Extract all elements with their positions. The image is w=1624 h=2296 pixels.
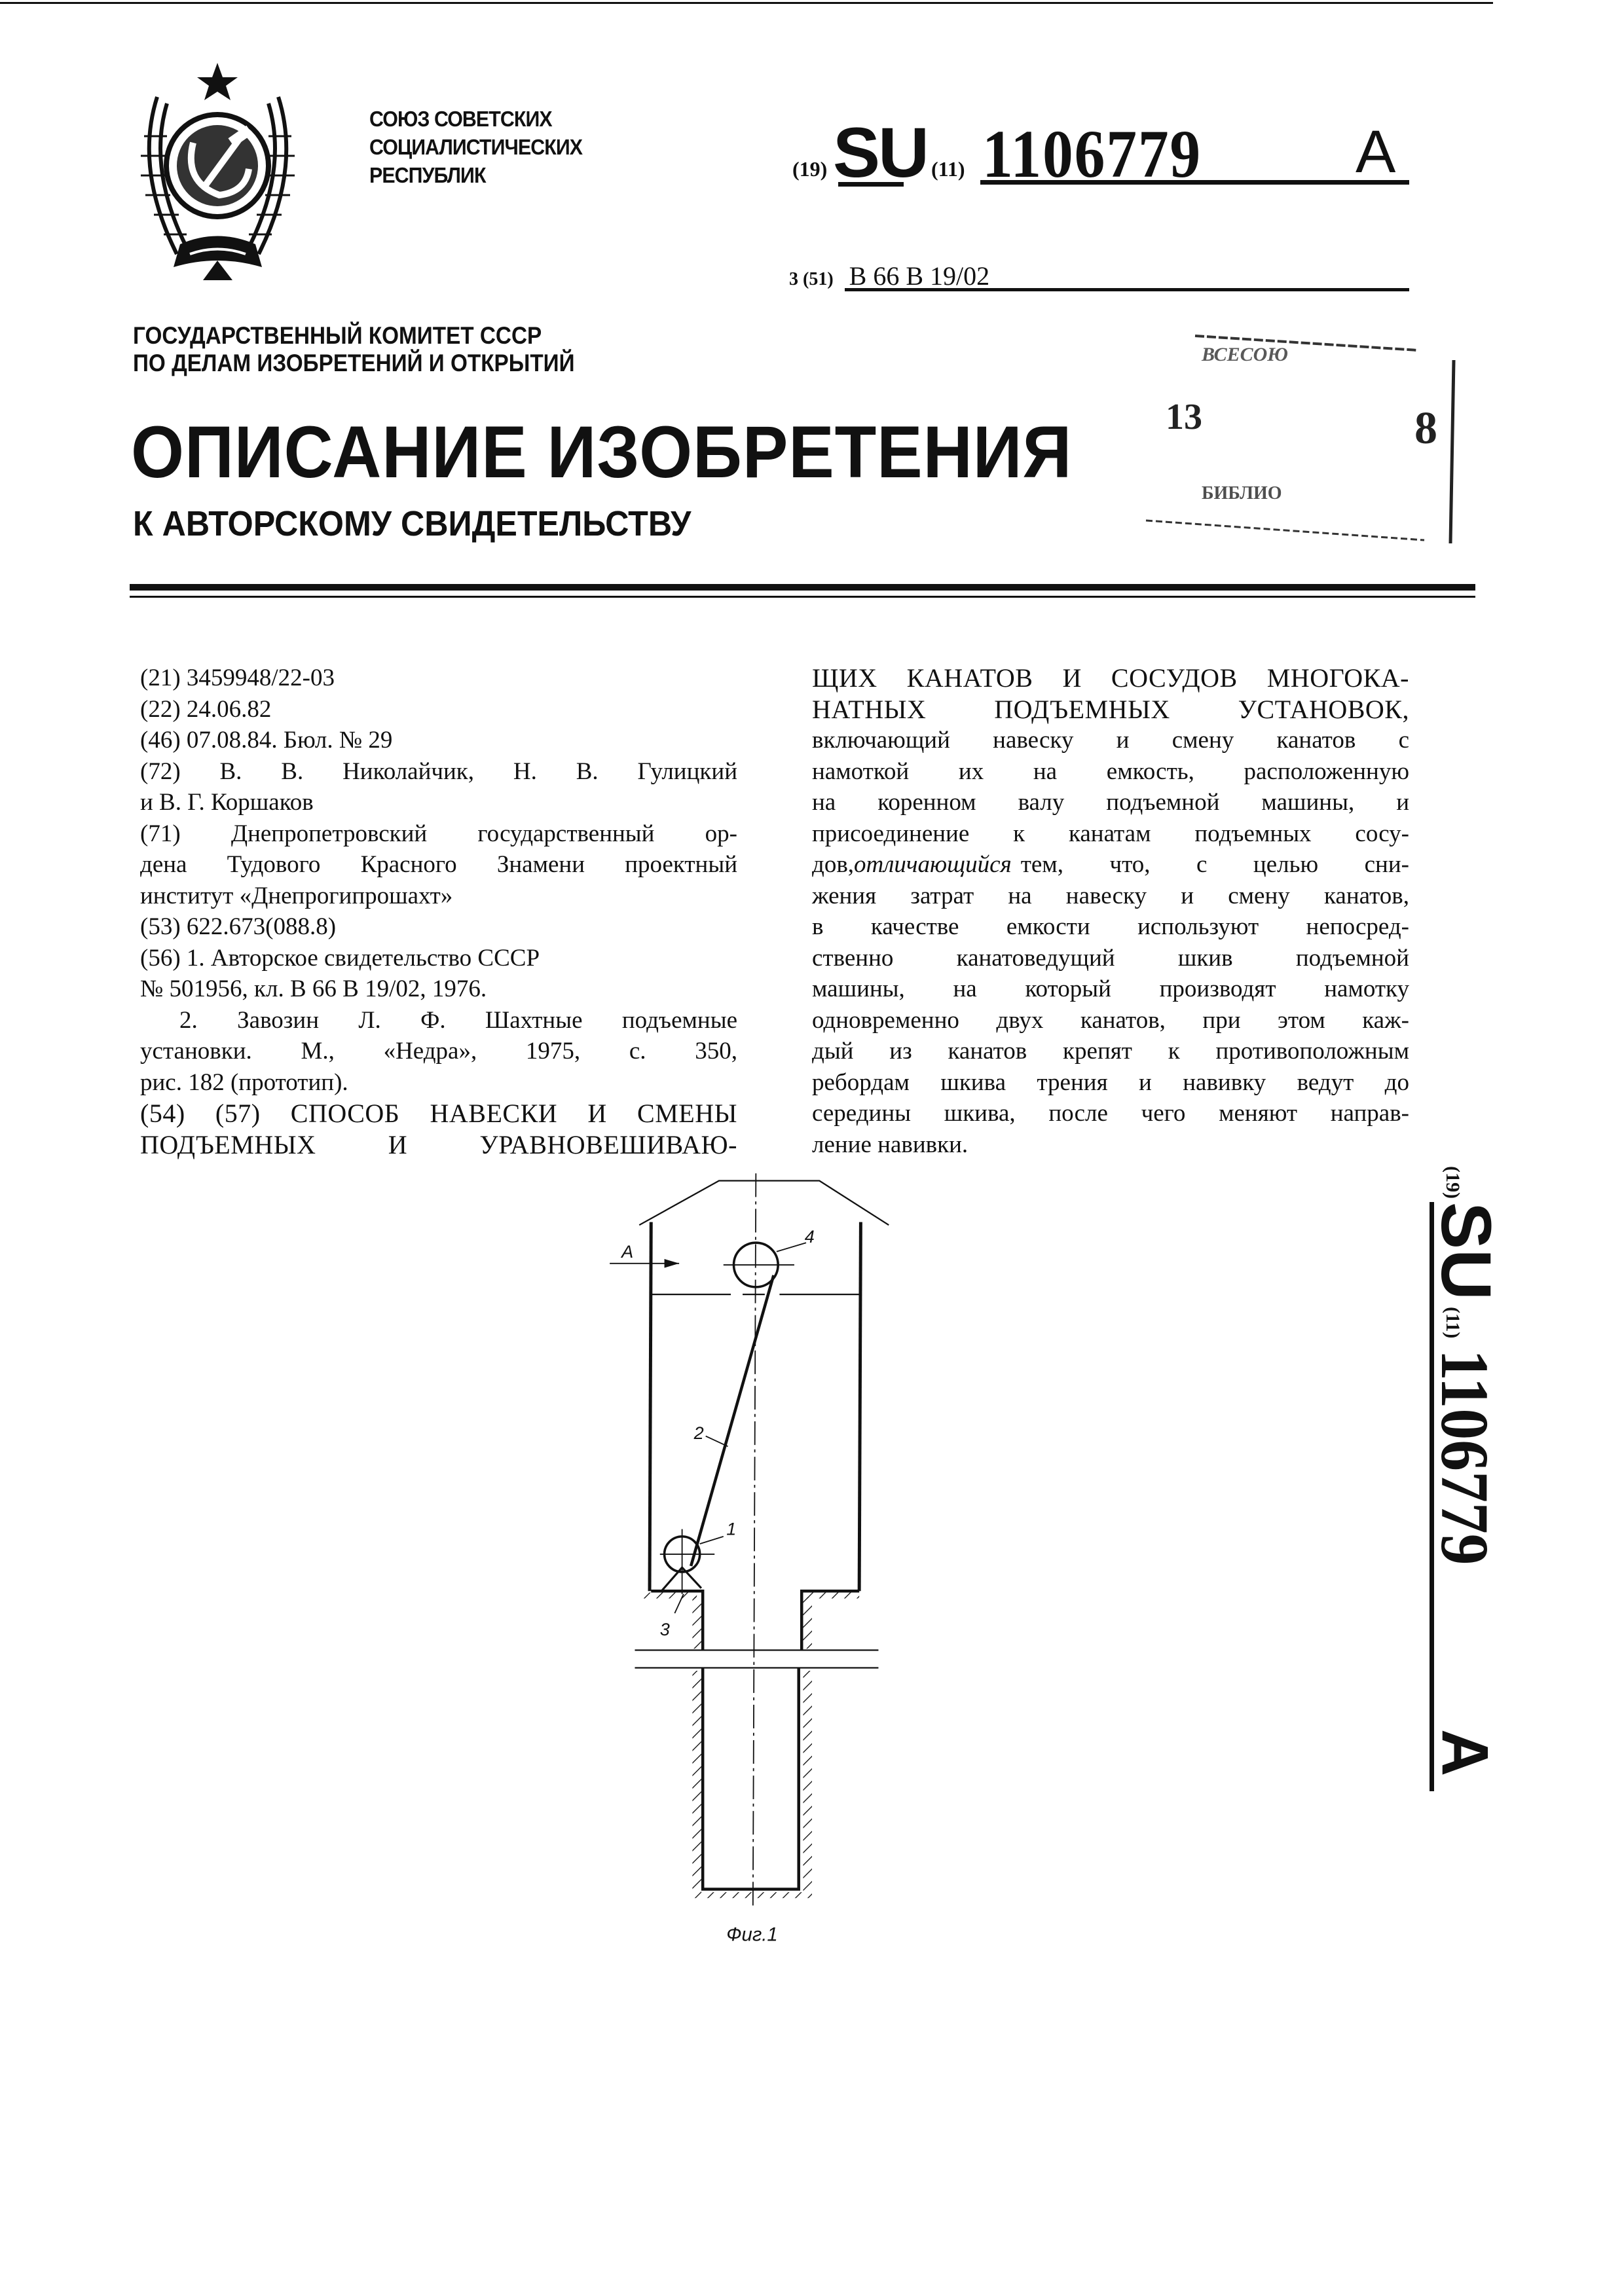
label-2: 2 <box>693 1423 704 1443</box>
side-underline <box>1430 1202 1434 1791</box>
claim-title-cont: НАТНЫХ ПОДЪЕМНЫХ УСТАНОВОК, <box>812 694 1409 725</box>
label-1: 1 <box>726 1520 736 1539</box>
country-line-2: СОЦИАЛИСТИЧЕСКИХ <box>369 133 582 161</box>
claim-line: намоткой их на емкость, расположенную <box>812 756 1409 788</box>
claim-line: на коренном валу подъемной машины, и <box>812 787 1409 818</box>
field-56-ref2-cont: рис. 182 (прототип). <box>140 1067 737 1099</box>
stamp-number-left: 13 <box>1166 396 1202 438</box>
field-71-cont: институт «Днепрогипрошахт» <box>140 881 737 912</box>
field-72: (72) В. В. Николайчик, Н. В. Гулицкий <box>140 756 737 788</box>
figure-1-drawing <box>0 0 1624 2296</box>
committee-line-1: ГОСУДАРСТВЕННЫЙ КОМИТЕТ СССР <box>133 322 575 350</box>
view-arrow-head <box>665 1259 680 1268</box>
field-21: (21) 3459948/22-03 <box>140 663 737 694</box>
claim-line: ственно канатоведущий шкив подъемной <box>812 943 1409 974</box>
stamp-text-2: БИБЛИО <box>1202 483 1282 504</box>
label-4: 4 <box>805 1227 815 1247</box>
leader-1 <box>700 1537 724 1544</box>
kind-code: A <box>1356 118 1395 187</box>
field-54-57-title-cont: ПОДЪЕМНЫХ И УРАВНОВЕШИВАЮ- <box>140 1129 737 1161</box>
side-code-19: (19) <box>1441 1166 1464 1199</box>
field-46: (46) 07.08.84. Бюл. № 29 <box>140 725 737 756</box>
code-11: (11) <box>931 157 965 181</box>
code-19: (19) <box>792 157 827 181</box>
claim-line: жения затрат на навеску и смену канатов, <box>812 881 1409 912</box>
claim-line: середины шкива, после чего меняют направ- <box>812 1098 1409 1129</box>
claim-line: включающий навеску и смену канатов с <box>812 725 1409 756</box>
stamp-number-right: 8 <box>1414 403 1437 455</box>
patent-number: 1106779 <box>982 115 1202 193</box>
figure-caption: Фиг.1 <box>726 1924 777 1946</box>
side-publication-number <box>1431 1166 1500 1795</box>
side-kind-code: A <box>1427 1729 1502 1776</box>
leader-2 <box>706 1436 728 1447</box>
country-line-1: СОЮЗ СОВЕТСКИХ <box>369 105 582 133</box>
field-72-cont: и В. Г. Коршаков <box>140 787 737 818</box>
field-56-ref2-cont: установки. М., «Недра», 1975, с. 350, <box>140 1036 737 1067</box>
claim-line: ребордам шкива трения и навивку ведут до <box>812 1067 1409 1099</box>
committee-line-2: ПО ДЕЛАМ ИЗОБРЕТЕНИЙ И ОТКРЫТИЙ <box>133 350 575 377</box>
claim-characterizing-word: отличающийся <box>854 849 1012 881</box>
leader-4 <box>777 1243 806 1252</box>
document-title: ОПИСАНИЕ ИЗОБРЕТЕНИЯ <box>131 416 1072 489</box>
center-axis <box>753 1173 756 1906</box>
field-56-cont: № 501956, кл. В 66 В 19/02, 1976. <box>140 974 737 1005</box>
field-22: (22) 24.06.82 <box>140 694 737 725</box>
claim-line: ление навивки. <box>812 1129 1409 1161</box>
break-line <box>635 1650 878 1667</box>
claim-line: дый из канатов крепят к противоположным <box>812 1036 1409 1067</box>
field-71: (71) Днепропетровский государственный ор- <box>140 818 737 850</box>
view-label-a: A <box>620 1242 633 1262</box>
claim-line: одновременно двух канатов, при этом каж- <box>812 1005 1409 1036</box>
field-56: (56) 1. Авторское свидетельство СССР <box>140 943 737 974</box>
ipc-class: B 66 B 19/02 <box>849 261 989 291</box>
label-3: 3 <box>660 1620 670 1639</box>
building-left-wall <box>650 1222 651 1592</box>
building-right-wall <box>859 1222 860 1592</box>
side-code-11: (11) <box>1441 1307 1464 1338</box>
side-patent-number: 1106779 <box>1426 1349 1504 1565</box>
building-roof <box>639 1181 889 1226</box>
country-line-3: РЕСПУБЛИК <box>369 161 582 189</box>
claim-line: машины, на который производят намотку <box>812 974 1409 1005</box>
field-56-ref2: 2. Завозин Л. Ф. Шахтные подъемные <box>140 1005 737 1036</box>
claim-word: дов, <box>812 849 854 881</box>
stamp-text-1: ВСЕСОЮ <box>1202 344 1288 366</box>
claim-word: тем, что, с целью сни- <box>1021 849 1409 881</box>
field-53: (53) 622.673(088.8) <box>140 911 737 943</box>
claim-line: присоединение к канатам подъемных сосу- <box>812 818 1409 850</box>
side-country-code: SU <box>1426 1202 1507 1300</box>
shaft <box>703 1668 799 1889</box>
claim-line: в качестве емкости используют непосред- <box>812 911 1409 943</box>
field-54-57-title: (54) (57) СПОСОБ НАВЕСКИ И СМЕНЫ <box>140 1098 737 1129</box>
ground-hatching <box>644 1593 859 1899</box>
ipc-prefix: 3 (51) <box>789 269 834 289</box>
country-code: SU <box>833 111 927 193</box>
field-71-cont: дена Тудового Красного Знамени проектный <box>140 849 737 881</box>
claim-title: ЩИХ КАНАТОВ И СОСУДОВ МНОГОКА- <box>812 663 1409 694</box>
document-subtitle: К АВТОРСКОМУ СВИДЕТЕЛЬСТВУ <box>133 505 691 542</box>
